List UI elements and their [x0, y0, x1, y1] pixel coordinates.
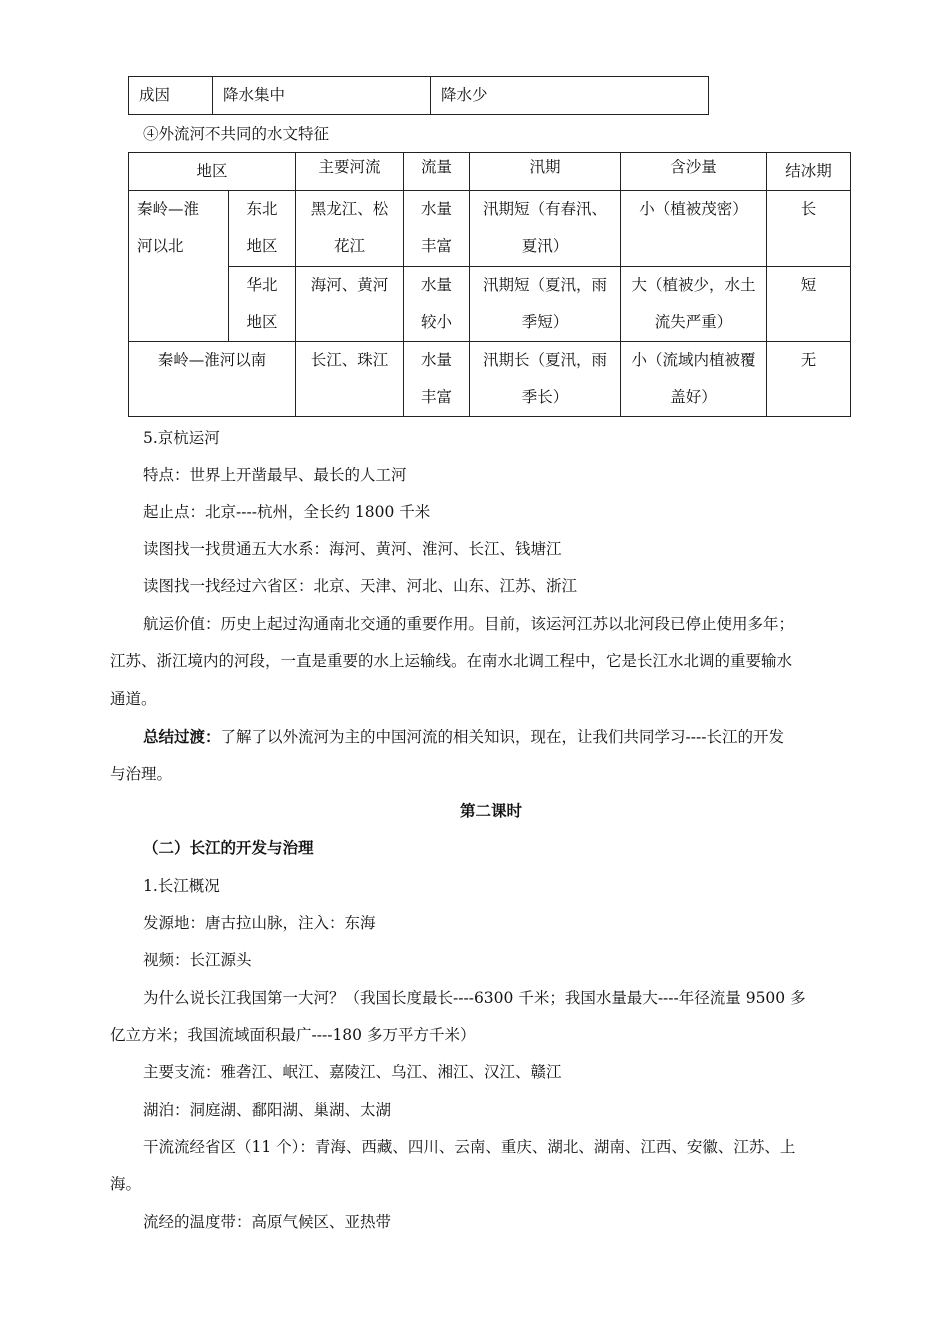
subregion-northeast-l1: 东北	[246, 200, 278, 218]
why-line1: 为什么说长江我国第一大河？（我国长度最长----6300 千米；我国水量最大----年径流量 9500 多	[143, 989, 806, 1007]
flood-northeast-l1: 汛期短（有春汛、	[483, 200, 608, 218]
rivers-northeast-l2: 花江	[334, 237, 366, 255]
table-header-row	[129, 153, 851, 191]
subregion-northeast-l2: 地区	[246, 237, 278, 255]
sediment-northeast-l1: 小（植被茂密）	[639, 200, 748, 218]
summary-label: 总结过渡：	[143, 727, 221, 746]
summary-line2: 与治理。	[110, 765, 173, 783]
header-region: 地区	[129, 153, 296, 191]
cause-table	[128, 76, 709, 115]
sediment-south-l1: 小（流域内植被覆	[631, 351, 756, 369]
header-ice: 结冰期	[767, 153, 851, 191]
flood-north-china-l2: 季短）	[521, 313, 569, 331]
provinces-line1: 干流流经省区（11 个）：青海、西藏、四川、云南、重庆、湖北、湖南、江西、安徽、江苏、上	[143, 1138, 796, 1156]
rivers-northeast	[296, 191, 404, 267]
header-flow: 流量	[404, 153, 470, 191]
rivers-north-china-l1: 海河、黄河	[310, 276, 389, 294]
zones-line: 流经的温度带：高原气候区、亚热带	[143, 1213, 392, 1231]
subregion-north-china	[229, 267, 296, 342]
flow-south-l2: 丰富	[421, 388, 453, 406]
flow-north-china-l2: 较小	[421, 313, 453, 331]
flood-north-china-l1: 汛期短（夏汛，雨	[483, 276, 608, 294]
cause-label: 成因	[129, 77, 213, 115]
flow-south	[404, 342, 470, 417]
lesson-title: 第二课时	[459, 801, 522, 820]
rivers-south-l1: 长江、珠江	[310, 351, 389, 369]
canal-value-line3: 通道。	[110, 690, 157, 708]
table2-caption: ④外流河不共同的水文特征	[143, 125, 330, 143]
rivers-north-china	[296, 267, 404, 342]
provinces-line2: 海。	[110, 1175, 142, 1193]
canal-endpoints: 起止点：北京----杭州，全长约 1800 千米	[143, 503, 431, 521]
ice-north-china: 短	[767, 267, 851, 342]
lakes-line: 湖泊：洞庭湖、鄱阳湖、巢湖、太湖	[143, 1101, 392, 1119]
video-line: 视频：长江源头	[143, 951, 252, 969]
sediment-north-china	[621, 267, 767, 342]
ice-northeast: 长	[767, 191, 851, 267]
subregion-north-china-l2: 地区	[246, 313, 278, 331]
flood-south-l2: 季长）	[521, 388, 569, 406]
header-flood: 汛期	[470, 153, 621, 191]
why-line2: 亿立方米；我国流域面积最广----180 多万平方千米）	[110, 1026, 476, 1044]
north-region-line2: 河以北	[137, 237, 184, 255]
table-row	[129, 77, 709, 115]
flow-south-l1: 水量	[421, 351, 453, 369]
canal-systems: 读图找一找贯通五大水系：海河、黄河、淮河、长江、钱塘江	[143, 540, 562, 558]
cause-col1: 降水集中	[213, 77, 431, 115]
hydrology-table	[128, 152, 851, 417]
section-heading: （二）长江的开发与治理	[143, 838, 314, 857]
flow-northeast-l2: 丰富	[421, 237, 453, 255]
ice-south: 无	[767, 342, 851, 417]
flood-south	[470, 342, 621, 417]
north-region-line1: 秦岭—淮	[137, 200, 200, 218]
table-row	[129, 342, 851, 417]
summary-text: 了解了以外流河为主的中国河流的相关知识，现在，让我们共同学习----长江的开发	[220, 728, 784, 746]
tributaries-line: 主要支流：雅砻江、岷江、嘉陵江、乌江、湘江、汉江、赣江	[143, 1063, 562, 1081]
table-row	[129, 191, 851, 267]
sediment-north-china-l2: 流失严重）	[654, 313, 733, 331]
canal-provinces: 读图找一找经过六省区：北京、天津、河北、山东、江苏、浙江	[143, 577, 578, 595]
flow-north-china-l1: 水量	[421, 276, 453, 294]
sediment-south	[621, 342, 767, 417]
north-region-cell	[129, 191, 229, 342]
header-sediment: 含沙量	[621, 153, 767, 191]
south-region-cell: 秦岭—淮河以南	[129, 342, 296, 417]
header-rivers: 主要河流	[296, 153, 404, 191]
source-line: 发源地：唐古拉山脉，注入：东海	[143, 914, 376, 932]
sediment-northeast	[621, 191, 767, 267]
flow-northeast-l1: 水量	[421, 200, 453, 218]
summary-line1	[143, 727, 784, 747]
overview-heading: 1.长江概况	[143, 877, 220, 895]
sediment-north-china-l1: 大（植被少，水土	[631, 276, 756, 294]
subregion-north-china-l1: 华北	[246, 276, 278, 294]
sediment-south-l2: 盖好）	[670, 388, 717, 406]
flow-northeast	[404, 191, 470, 267]
flood-south-l1: 汛期长（夏汛，雨	[483, 351, 608, 369]
rivers-south	[296, 342, 404, 417]
flow-north-china	[404, 267, 470, 342]
flood-north-china	[470, 267, 621, 342]
table-row	[129, 267, 851, 342]
cause-col2: 降水少	[431, 77, 709, 115]
rivers-northeast-l1: 黑龙江、松	[310, 200, 389, 218]
subregion-northeast	[229, 191, 296, 267]
canal-feature: 特点：世界上开凿最早、最长的人工河	[143, 466, 407, 484]
flood-northeast	[470, 191, 621, 267]
canal-value-line1: 航运价值：历史上起过沟通南北交通的重要作用。目前，该运河江苏以北河段已停止使用多年；	[143, 615, 795, 633]
canal-value-line2: 江苏、浙江境内的河段，一直是重要的水上运输线。在南水北调工程中，它是长江水北调的重要输水	[110, 652, 793, 670]
canal-heading: 5.京杭运河	[143, 429, 220, 447]
flood-northeast-l2: 夏汛）	[521, 237, 569, 255]
